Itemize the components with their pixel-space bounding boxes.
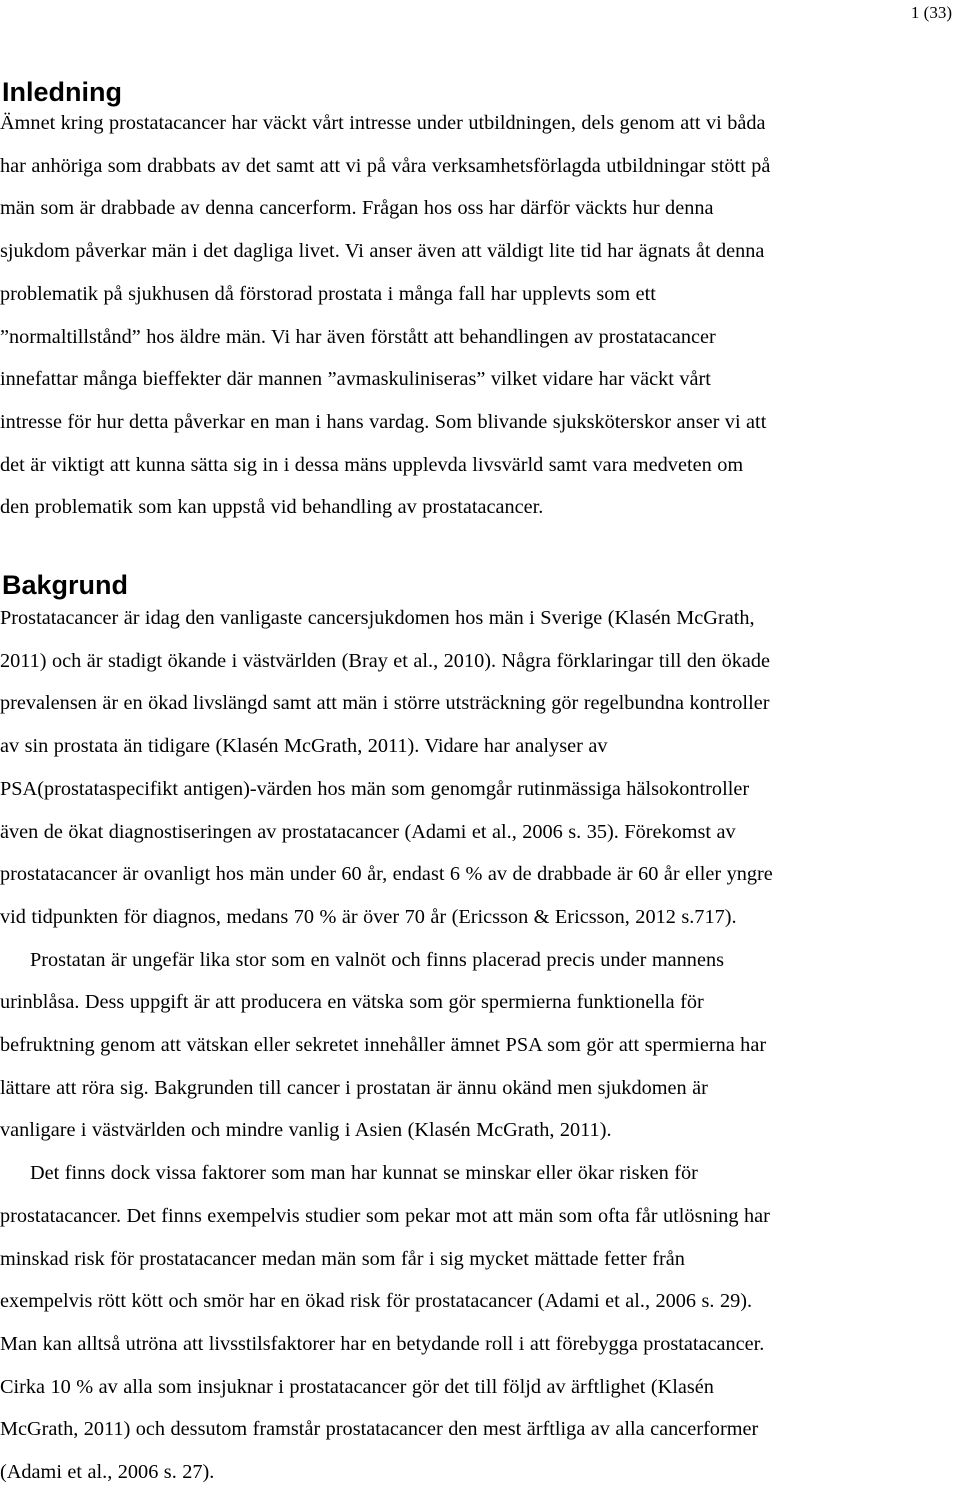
- text-line: McGrath, 2011) och dessutom framstår prostatacancer den mest ärftliga av alla cancerformer: [0, 1418, 759, 1441]
- text-line: PSA(prostataspecifikt antigen)-värden hos män som genomgår rutinmässiga hälsokontroller: [0, 777, 750, 800]
- text-line: även de ökat diagnostiseringen av prostatacancer (Adami et al., 2006 s. 35). Förekomst av: [0, 820, 736, 843]
- text-line: lättare att röra sig. Bakgrunden till cancer i prostatan är ännu okänd men sjukdomen är: [0, 1076, 708, 1099]
- paragraph-bakgrund-1: [0, 597, 952, 1494]
- text-line: intresse för hur detta påverkar en man i hans vardag. Som blivande sjuksköterskor anser vi att: [0, 410, 767, 433]
- text-line: sjukdom påverkar män i det dagliga livet. Vi anser även att väldigt lite tid har ägnats åt denna: [0, 240, 765, 263]
- text-line: befruktning genom att vätskan eller sekretet innehåller ämnet PSA som gör att spermierna har: [0, 1034, 767, 1057]
- text-line: 2011) och är stadigt ökande i västvärlden (Bray et al., 2010). Några förklaringar till den ökade: [0, 649, 771, 672]
- text-line: av sin prostata än tidigare (Klasén McGrath, 2011). Vidare har analyser av: [0, 735, 608, 758]
- text-line: prevalensen är en ökad livslängd samt att män i större utsträckning gör regelbundna kontroller: [0, 692, 770, 715]
- text-line: Prostatacancer är idag den vanligaste cancersjukdomen hos män i Sverige (Klasén McGrath,: [0, 607, 755, 629]
- page-number: 1 (33): [910, 3, 952, 22]
- text-line: Prostatan är ungefär lika stor som en valnöt och finns placerad precis under mannens: [30, 948, 724, 971]
- text-line: minskad risk för prostatacancer medan män som får i sig mycket mättade fetter från: [0, 1247, 685, 1270]
- text-line: Det finns dock vissa faktorer som man har kunnat se minskar eller ökar risken för: [30, 1162, 698, 1185]
- text-line: har anhöriga som drabbats av det samt att vi på våra verksamhetsförlagda utbildningar stött på: [0, 154, 771, 177]
- text-line: urinblåsa. Dess uppgift är att producera en vätska som gör spermierna funktionella för: [0, 991, 704, 1014]
- section-heading-bakgrund: Bakgrund: [2, 570, 129, 600]
- text-line: män som är drabbade av denna cancerform. Frågan hos oss har därför väckts hur denna: [0, 197, 714, 220]
- text-line: vanligare i västvärlden och mindre vanlig i Asien (Klasén McGrath, 2011).: [0, 1119, 612, 1142]
- text-line: det är viktigt att kunna sätta sig in i dessa mäns upplevda livsvärld samt vara medveten om: [0, 453, 744, 476]
- text-line: (Adami et al., 2006 s. 27).: [0, 1461, 215, 1484]
- text-line: innefattar många bieffekter där mannen ”avmaskuliniseras” vilket vidare har väckt vårt: [0, 368, 711, 391]
- section-heading-inledning: Inledning: [2, 77, 122, 107]
- text-line: prostatacancer. Det finns exempelvis studier som pekar mot att män som ofta får utlösning har: [0, 1204, 770, 1227]
- text-line: ”normaltillstånd” hos äldre män. Vi har även förstått att behandlingen av prostatacancer: [0, 325, 716, 348]
- text-line: Ämnet kring prostatacancer har väckt vårt intresse under utbildningen, dels genom att vi båda: [0, 112, 766, 134]
- text-line: exempelvis rött kött och smör har en ökad risk för prostatacancer (Adami et al., 2006 s. 29).: [0, 1290, 753, 1313]
- text-line: Cirka 10 % av alla som insjuknar i prostatacancer gör det till följd av ärftlighet (Klasén: [0, 1375, 714, 1398]
- text-line: den problematik som kan uppstå vid behandling av prostatacancer.: [0, 496, 544, 519]
- paragraph-inledning: [0, 102, 952, 529]
- text-line: Man kan alltså utröna att livsstilsfaktorer har en betydande roll i att förebygga prostatacancer.: [0, 1332, 765, 1355]
- text-line: problematik på sjukhusen då förstorad prostata i många fall har upplevts som ett: [0, 282, 656, 305]
- text-line: prostatacancer är ovanligt hos män under 60 år, endast 6 % av de drabbade är 60 år eller yngre: [0, 863, 773, 886]
- text-line: vid tidpunkten för diagnos, medans 70 % är över 70 år (Ericsson & Ericsson, 2012 s.717).: [0, 905, 737, 928]
